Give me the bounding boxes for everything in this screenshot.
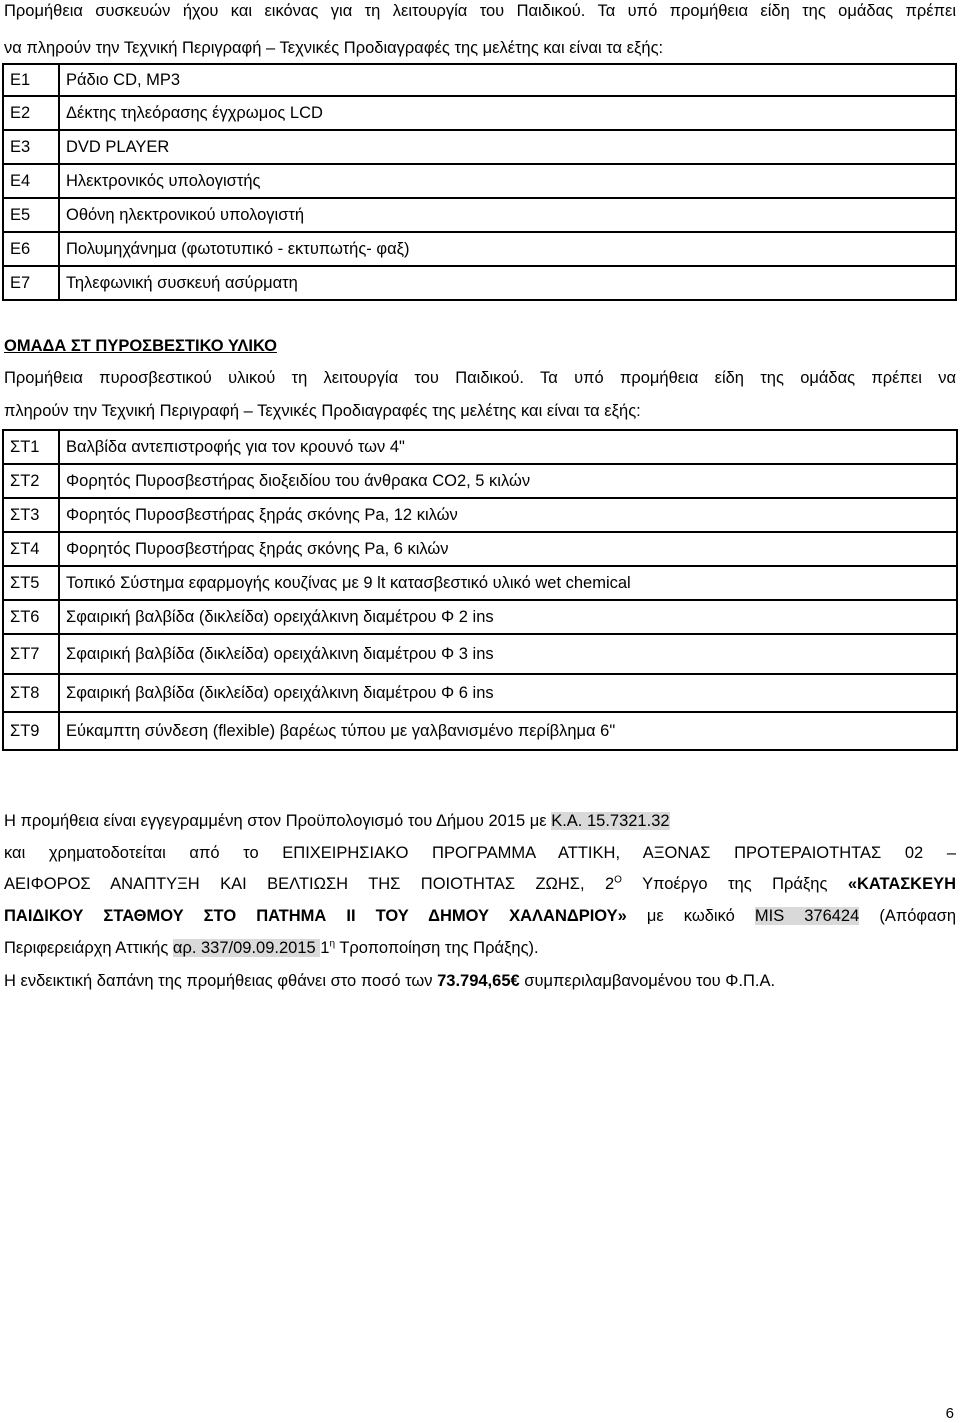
table-e [2,63,957,301]
item-description: Τοπικό Σύστημα εφαρμογής κουζίνας με 9 lt κατασβεστικό υλικό wet chemical [59,566,957,600]
funding-line-5 [4,938,539,958]
table-row [3,600,957,634]
table-row [3,232,956,266]
table-row [3,712,957,750]
funding-axis-text: ΑΕΙΦΟΡΟΣ ΑΝΑΠΤΥΞΗ ΚΑΙ ΒΕΛΤΙΩΣΗ ΤΗΣ ΠΟΙΟΤΗΤΑΣ ΖΩΗΣ, 2 [4,875,615,893]
table-row [3,164,956,198]
amendment-number: 1 [320,939,330,957]
decision-label: (Απόφαση [859,907,956,925]
item-code: E2 [3,96,59,130]
intro-e-line-2: να πληρούν την Τεχνική Περιγραφή – Τεχνικές Προδιαγραφές της μελέτης και είναι τα εξής: [4,39,664,57]
item-description: Πολυμηχάνημα (φωτοτυπικό - εκτυπωτής- φαξ) [59,232,956,266]
item-code: E5 [3,198,59,232]
item-description: Σφαιρική βαλβίδα (δικλείδα) ορειχάλκινη διαμέτρου Φ 2 ins [59,600,957,634]
item-code: ΣΤ3 [3,498,59,532]
intro-e-line-1: Προμήθεια συσκευών ήχου και εικόνας για τη λειτουργία του Παιδικού. Τα υπό προμήθεια είδη της ομάδας πρέπει [4,2,956,20]
table-row [3,464,957,498]
item-code: ΣΤ2 [3,464,59,498]
item-code: E6 [3,232,59,266]
project-title-start: «ΚΑΤΑΣΚΕΥΗ [847,875,956,893]
amendment-text: Τροποποίηση της Πράξης). [335,939,539,957]
funding-line-4 [4,906,956,926]
item-description: Δέκτης τηλεόρασης έγχρωμος LCD [59,96,956,130]
table-row [3,64,956,96]
item-code: E4 [3,164,59,198]
item-code: ΣΤ9 [3,712,59,750]
item-description: Τηλεφωνική συσκευή ασύρματη [59,266,956,300]
decision-number: αρ. 337/09.09.2015 [172,939,321,957]
table-row [3,198,956,232]
item-code: ΣΤ6 [3,600,59,634]
table-row [3,266,956,300]
cost-text: Η ενδεικτική δαπάνη της προμήθειας φθάνει στο ποσό των [4,972,438,990]
item-code: ΣΤ7 [3,634,59,674]
item-description: Σφαιρική βαλβίδα (δικλείδα) ορειχάλκινη διαμέτρου Φ 3 ins [59,634,957,674]
funding-line-2: και χρηματοδοτείται από το ΕΠΙΧΕΙΡΗΣΙΑΚΟ ΠΡΟΓΡΑΜΜΑ ΑΤΤΙΚΗ, ΑΞΟΝΑΣ ΠΡΟΤΕΡΑΙΟΤΗΤΑΣ 02 – [4,844,956,862]
governor-text: Περιφερειάρχη Αττικής [4,939,173,957]
funding-line-1 [4,811,670,831]
table-row [3,96,956,130]
funding-text: Η προμήθεια είναι εγγεγραμμένη στον Προϋπολογισμό του Δήμου 2015 με [4,812,552,830]
table-row [3,634,957,674]
item-description: Φορητός Πυροσβεστήρας διοξειδίου του άνθρακα CO2, 5 κιλών [59,464,957,498]
item-code: E7 [3,266,59,300]
item-code: ΣΤ4 [3,532,59,566]
amendment-superscript: η [329,938,336,950]
table-row [3,130,956,164]
item-description: Ράδιο CD, MP3 [59,64,956,96]
cost-amount: 73.794,65€ [437,972,520,990]
item-description: Βαλβίδα αντεπιστροφής για τον κρουνό των 4" [59,430,957,464]
item-description: Εύκαμπτη σύνδεση (flexible) βαρέως τύπου με γαλβανισμένο περίβλημα 6" [59,712,957,750]
item-code: E3 [3,130,59,164]
page-number: 6 [945,1405,954,1422]
item-description: DVD PLAYER [59,130,956,164]
table-row [3,674,957,712]
item-code: ΣΤ5 [3,566,59,600]
group-st-line-2: πληρούν την Τεχνική Περιγραφή – Τεχνικές Προδιαγραφές της μελέτης και είναι τα εξής: [4,402,641,420]
item-description: Οθόνη ηλεκτρονικού υπολογιστή [59,198,956,232]
item-description: Ηλεκτρονικός υπολογιστής [59,164,956,198]
ka-code: Κ.Α. 15.7321.32 [551,812,670,830]
table-row [3,532,957,566]
mis-code: MIS 376424 [754,907,860,925]
project-title-end: ΠΑΙΔΙΚΟΥ ΣΤΑΘΜΟΥ ΣΤΟ ΠΑΤΗΜΑ ΙΙ ΤΟΥ ΔΗΜΟΥ ΧΑΛΑΝΔΡΙΟΥ» [4,907,627,925]
item-code: ΣΤ8 [3,674,59,712]
group-st-line-1: Προμήθεια πυροσβεστικού υλικού τη λειτουργία του Παιδικού. Τα υπό προμήθεια είδη της ομάδας πρέπει να [4,369,956,387]
subproject-text: Υποέργο της Πράξης [621,875,848,893]
item-description: Σφαιρική βαλβίδα (δικλείδα) ορειχάλκινη διαμέτρου Φ 6 ins [59,674,957,712]
item-description: Φορητός Πυροσβεστήρας ξηράς σκόνης Pa, 12 κιλών [59,498,957,532]
item-description: Φορητός Πυροσβεστήρας ξηράς σκόνης Pa, 6 κιλών [59,532,957,566]
code-label: με κωδικό [626,907,755,925]
funding-line-3 [4,874,956,894]
item-code: ΣΤ1 [3,430,59,464]
group-st-heading: ΟΜΑΔΑ ΣΤ ΠΥΡΟΣΒΕΣΤΙΚΟ ΥΛΙΚΟ [4,337,277,355]
funding-line-6 [4,971,775,991]
table-row [3,566,957,600]
table-st [2,429,958,751]
vat-text: συμπεριλαμβανομένου του Φ.Π.Α. [519,972,776,990]
item-code: E1 [3,64,59,96]
table-row [3,430,957,464]
ordinal-superscript: Ο [614,874,622,886]
table-row [3,498,957,532]
